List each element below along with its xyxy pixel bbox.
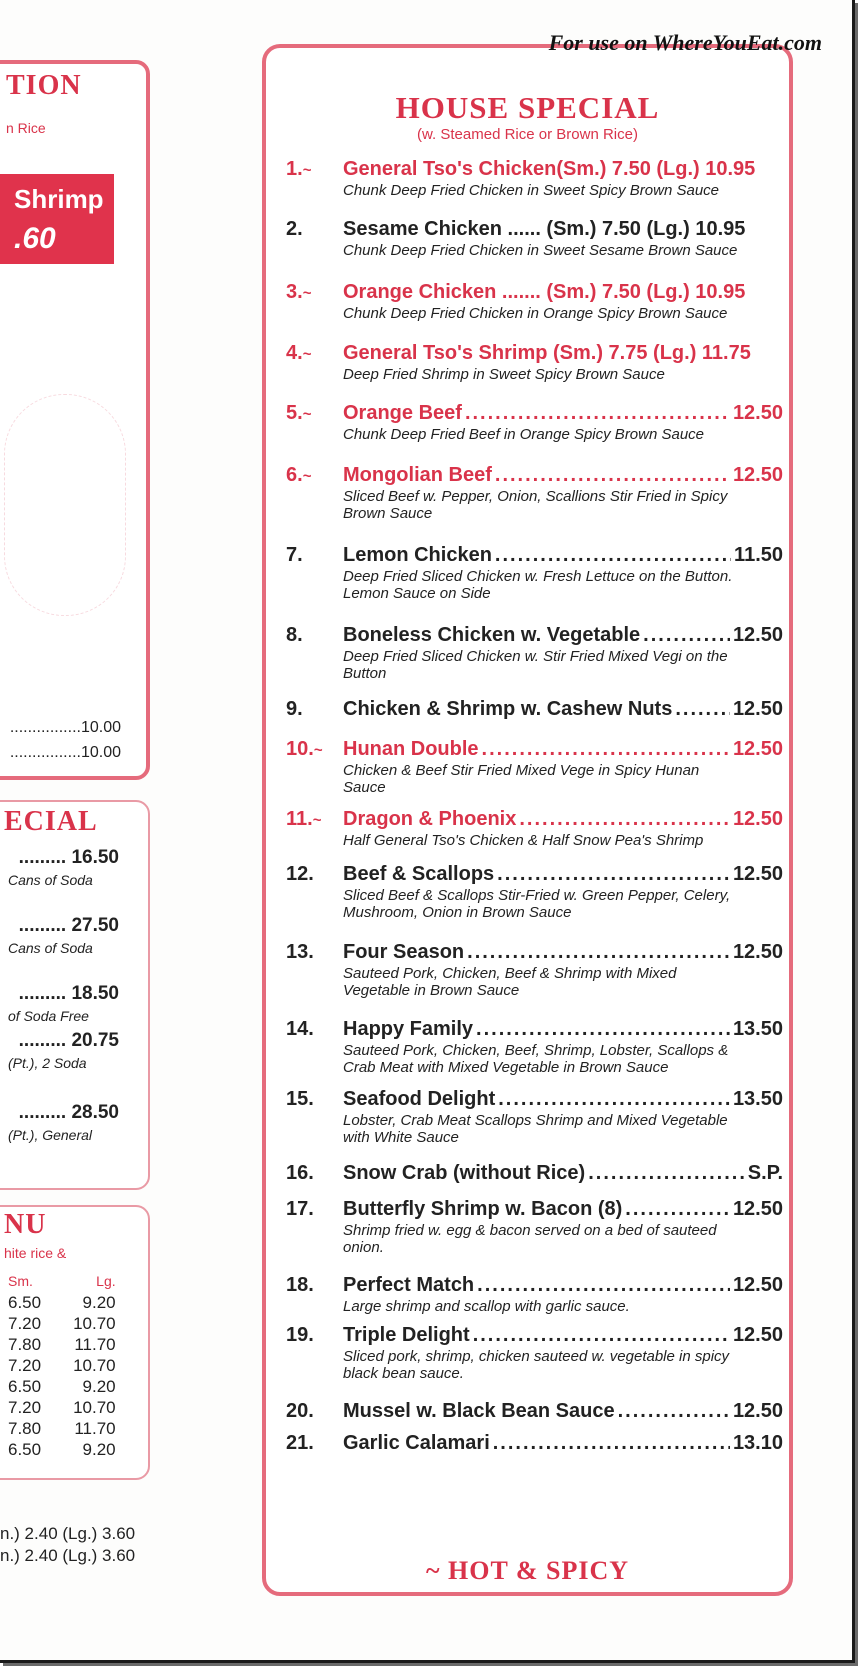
item-price: 12.50 <box>732 1274 783 1296</box>
item-number <box>286 624 336 647</box>
price-small: 6.50 <box>8 1293 42 1312</box>
table-row <box>8 1439 122 1460</box>
item-number <box>286 1274 336 1297</box>
item-description: Shrimp fried w. egg & bacon served on a bed of sauteed onion. <box>343 1222 717 1256</box>
item-title-row <box>343 158 783 181</box>
item-description: Chunk Deep Fried Beef in Orange Spicy Brown Sauce <box>343 426 705 443</box>
combo-price: ......... 28.50 <box>18 1102 119 1123</box>
item-description: Deep Fried Sliced Chicken w. Stir Fried Mixed Vegi on the Button <box>343 648 728 682</box>
item-number-text: 20. <box>286 1400 314 1422</box>
item-name: Happy Family <box>343 1018 474 1040</box>
dot-leader <box>675 698 730 721</box>
dot-leader <box>618 1400 730 1423</box>
drink-price-line: n.) 2.40 (Lg.) 3.60 <box>0 1524 136 1543</box>
chili-icon: ~ <box>302 285 312 302</box>
item-number-text: 6. <box>286 464 303 486</box>
price-large: 11.70 <box>74 1335 116 1354</box>
item-price: 12.50 <box>732 402 783 424</box>
dot-leader <box>588 1162 745 1185</box>
price-small: 7.20 <box>8 1398 42 1417</box>
combo-note: Cans of Soda <box>8 940 93 956</box>
item-name: Triple Delight <box>343 1324 470 1346</box>
left-panel-top <box>0 60 150 780</box>
price-small: 7.20 <box>8 1356 42 1375</box>
dot-leader <box>643 624 730 647</box>
item-number <box>286 1088 336 1111</box>
item-price: 12.50 <box>732 624 783 646</box>
column-header-small: Sm. <box>8 1273 33 1289</box>
item-number-text: 19. <box>286 1324 314 1346</box>
item-number <box>286 544 336 567</box>
item-name: Hunan Double <box>343 738 479 760</box>
item-number-text: 2. <box>286 218 303 240</box>
section-title: HOUSE SPECIAL <box>395 90 660 125</box>
item-price: 12.50 <box>732 863 783 885</box>
item-number-text: 5. <box>286 402 303 424</box>
item-title-row <box>343 1088 783 1111</box>
item-title-row <box>343 402 783 425</box>
item-number <box>286 342 336 365</box>
dot-leader <box>498 1088 730 1111</box>
chili-icon: ~ <box>425 1556 441 1585</box>
price-large: 10.70 <box>73 1356 116 1375</box>
combo-price: ......... 18.50 <box>18 983 119 1004</box>
item-title-row <box>343 1432 783 1455</box>
item-price: 12.50 <box>732 464 783 486</box>
item-name: Mussel w. Black Bean Sauce <box>343 1400 615 1422</box>
item-title-row <box>343 464 783 487</box>
item-description: Chunk Deep Fried Chicken in Sweet Spicy Brown Sauce <box>343 182 720 199</box>
item-description: Deep Fried Sliced Chicken w. Fresh Lettuce on the Button. Lemon Sauce on Side <box>343 568 733 602</box>
item-description: Sliced Beef w. Pepper, Onion, Scallions Stir Fried in Spicy Brown Sauce <box>343 488 728 522</box>
item-number <box>286 281 336 304</box>
hot-spicy-legend <box>266 1556 789 1586</box>
dot-leader <box>495 544 731 567</box>
price-small: 7.80 <box>8 1335 42 1354</box>
price-small: 7.20 <box>8 1314 42 1333</box>
item-number-text: 12. <box>286 863 314 885</box>
dot-leader <box>476 1018 730 1041</box>
dot-leader <box>493 1432 730 1455</box>
dot-leader <box>477 1274 730 1297</box>
item-name: Orange Beef <box>343 402 462 424</box>
item-description: Deep Fried Shrimp in Sweet Spicy Brown Sauce <box>343 366 665 383</box>
item-number-text: 17. <box>286 1198 314 1220</box>
chili-icon: ~ <box>302 346 312 363</box>
section-subtitle: (w. Steamed Rice or Brown Rice) <box>417 126 638 143</box>
item-number <box>286 941 336 964</box>
left-panel-menu <box>0 1205 150 1480</box>
item-title-row <box>343 1400 783 1423</box>
item-title-row <box>343 863 783 886</box>
item-number-text: 1. <box>286 158 303 180</box>
item-description: Chicken & Beef Stir Fried Mixed Vege in Spicy Hunan Sauce <box>343 762 700 796</box>
shrimp-label: Shrimp <box>14 184 104 214</box>
chili-icon: ~ <box>302 162 312 179</box>
left-price-line: ................10.00 <box>9 719 121 736</box>
table-row <box>8 1334 122 1355</box>
dot-leader <box>473 1324 730 1347</box>
item-title-row <box>343 941 783 964</box>
lunch-price-table <box>8 1271 122 1460</box>
combo-note: (Pt.), 2 Soda <box>8 1055 87 1071</box>
item-number <box>286 698 336 721</box>
dot-leader <box>465 402 730 425</box>
item-price: 13.50 <box>732 1088 783 1110</box>
item-name: Beef & Scallops <box>343 863 495 885</box>
item-price: 12.50 <box>732 808 783 830</box>
combo-price: ......... 27.50 <box>18 915 119 936</box>
item-name: Chicken & Shrimp w. Cashew Nuts <box>343 698 673 720</box>
left-menu-subtitle: hite rice & <box>4 1245 67 1261</box>
item-title-row <box>343 342 783 365</box>
left-price-line: ................10.00 <box>9 744 121 761</box>
left-menu-title: NU <box>4 1209 47 1240</box>
item-price: 12.50 <box>732 941 783 963</box>
item-number-text: 15. <box>286 1088 314 1110</box>
house-special-panel <box>262 44 793 1596</box>
table-row <box>8 1397 122 1418</box>
item-number <box>286 738 336 761</box>
item-price: 13.50 <box>732 1018 783 1040</box>
item-price: 12.50 <box>732 698 783 720</box>
item-description: Chunk Deep Fried Chicken in Sweet Sesame Brown Sauce <box>343 242 738 259</box>
shrimp-price: .60 <box>14 222 56 255</box>
combo-price: ......... 20.75 <box>18 1030 119 1051</box>
item-number-text: 21. <box>286 1432 314 1454</box>
item-price: 12.50 <box>732 1198 783 1220</box>
item-description: Sauteed Pork, Chicken, Beef & Shrimp with Mixed Vegetable in Brown Sauce <box>343 965 677 999</box>
dot-leader <box>467 941 730 964</box>
item-number-text: 4. <box>286 342 303 364</box>
item-number <box>286 1198 336 1221</box>
item-description: Sliced pork, shrimp, chicken sauteed w. vegetable in spicy black bean sauce. <box>343 1348 730 1382</box>
item-number <box>286 1400 336 1423</box>
table-row <box>8 1292 122 1313</box>
shrimp-banner <box>0 174 114 264</box>
combo-price: ......... 16.50 <box>18 847 119 868</box>
item-title-row <box>343 281 783 304</box>
item-name: Garlic Calamari <box>343 1432 490 1454</box>
left-top-title: TION <box>6 70 82 101</box>
item-title-row <box>343 624 783 647</box>
price-small: 6.50 <box>8 1440 42 1459</box>
left-top-subtitle: n Rice <box>6 120 46 136</box>
item-name: Sesame Chicken ...... (Sm.) 7.50 (Lg.) 10.95 <box>343 218 746 240</box>
item-number-text: 9. <box>286 698 303 720</box>
item-number <box>286 402 336 425</box>
item-price: 11.50 <box>734 544 783 566</box>
combo-note: of Soda Free <box>8 1008 89 1024</box>
item-description: Lobster, Crab Meat Scallops Shrimp and Mixed Vegetable with White Sauce <box>343 1112 728 1146</box>
item-price: 12.50 <box>732 738 783 760</box>
chili-icon: ~ <box>302 406 312 423</box>
chili-icon: ~ <box>302 468 312 485</box>
item-price: 12.50 <box>732 1400 783 1422</box>
dot-leader <box>495 464 730 487</box>
item-name: Seafood Delight <box>343 1088 496 1110</box>
item-title-row <box>343 544 783 567</box>
item-price: S.P. <box>747 1162 783 1184</box>
item-number <box>286 464 336 487</box>
dot-leader <box>625 1198 730 1221</box>
item-number-text: 13. <box>286 941 314 963</box>
price-large: 9.20 <box>82 1293 116 1312</box>
table-row <box>8 1376 122 1397</box>
item-title-row <box>343 1162 783 1185</box>
dot-leader <box>519 808 730 831</box>
item-title-row <box>343 1018 783 1041</box>
item-number <box>286 1324 336 1347</box>
item-number-text: 10. <box>286 738 314 760</box>
price-small: 7.80 <box>8 1419 42 1438</box>
item-description: Chunk Deep Fried Chicken in Orange Spicy Brown Sauce <box>343 305 728 322</box>
item-number <box>286 808 336 831</box>
item-price: 12.50 <box>732 1324 783 1346</box>
item-description: Sliced Beef & Scallops Stir-Fried w. Green Pepper, Celery, Mushroom, Onion in Brown Sauce <box>343 887 731 921</box>
item-name: Mongolian Beef <box>343 464 492 486</box>
item-description: Sauteed Pork, Chicken, Beef, Shrimp, Lobster, Scallops & Crab Meat with Mixed Vegetable in Brown Sauce <box>343 1042 729 1076</box>
watermark: For use on WhereYouEat.com <box>548 30 822 55</box>
item-number-text: 11. <box>286 808 313 830</box>
dot-leader <box>482 738 730 761</box>
chili-icon: ~ <box>313 742 323 759</box>
dot-leader <box>497 863 730 886</box>
item-name: General Tso's Shrimp (Sm.) 7.75 (Lg.) 11.75 <box>343 342 751 364</box>
item-title-row <box>343 738 783 761</box>
price-large: 11.70 <box>74 1419 116 1438</box>
item-name: Orange Chicken ....... (Sm.) 7.50 (Lg.) 10.95 <box>343 281 746 303</box>
item-title-row <box>343 1274 783 1297</box>
item-number-text: 8. <box>286 624 303 646</box>
drink-price-line: n.) 2.40 (Lg.) 3.60 <box>0 1546 136 1565</box>
left-special-title: ECIAL <box>4 806 98 837</box>
item-name: Butterfly Shrimp w. Bacon (8) <box>343 1198 623 1220</box>
item-number <box>286 1162 336 1185</box>
item-number-text: 18. <box>286 1274 314 1296</box>
item-number <box>286 1432 336 1455</box>
price-large: 10.70 <box>73 1314 116 1333</box>
legend-label: HOT & SPICY <box>448 1556 630 1585</box>
chili-icon: ~ <box>312 812 322 829</box>
item-number <box>286 218 336 241</box>
item-title-row <box>343 698 783 721</box>
table-row <box>8 1313 122 1334</box>
item-name: Dragon & Phoenix <box>343 808 517 830</box>
combo-note: (Pt.), General <box>8 1127 93 1143</box>
item-number-text: 14. <box>286 1018 314 1040</box>
item-description: Half General Tso's Chicken & Half Snow Pea's Shrimp <box>343 832 704 849</box>
price-large: 9.20 <box>82 1377 116 1396</box>
item-number-text: 3. <box>286 281 303 303</box>
item-title-row <box>343 1324 783 1347</box>
item-price: 13.10 <box>732 1432 783 1454</box>
price-large: 9.20 <box>82 1440 116 1459</box>
illustration-sketch <box>4 394 126 616</box>
item-number-text: 7. <box>286 544 303 566</box>
item-title-row <box>343 808 783 831</box>
item-title-row <box>343 1198 783 1221</box>
column-header-large: Lg. <box>96 1273 116 1289</box>
left-panel-special <box>0 800 150 1190</box>
table-row <box>8 1418 122 1439</box>
combo-note: Cans of Soda <box>8 872 93 888</box>
item-name: Boneless Chicken w. Vegetable <box>343 624 641 646</box>
item-number <box>286 1018 336 1041</box>
item-name: Four Season <box>343 941 465 963</box>
price-large: 10.70 <box>73 1398 116 1417</box>
item-description: Large shrimp and scallop with garlic sauce. <box>343 1298 630 1315</box>
item-name: Snow Crab (without Rice) <box>343 1162 586 1184</box>
price-small: 6.50 <box>8 1377 42 1396</box>
item-name: General Tso's Chicken(Sm.) 7.50 (Lg.) 10.95 <box>343 158 756 180</box>
table-row <box>8 1355 122 1376</box>
item-number <box>286 863 336 886</box>
item-name: Lemon Chicken <box>343 544 492 566</box>
item-name: Perfect Match <box>343 1274 475 1296</box>
item-number-text: 16. <box>286 1162 314 1184</box>
item-number <box>286 158 336 181</box>
item-title-row <box>343 218 783 241</box>
